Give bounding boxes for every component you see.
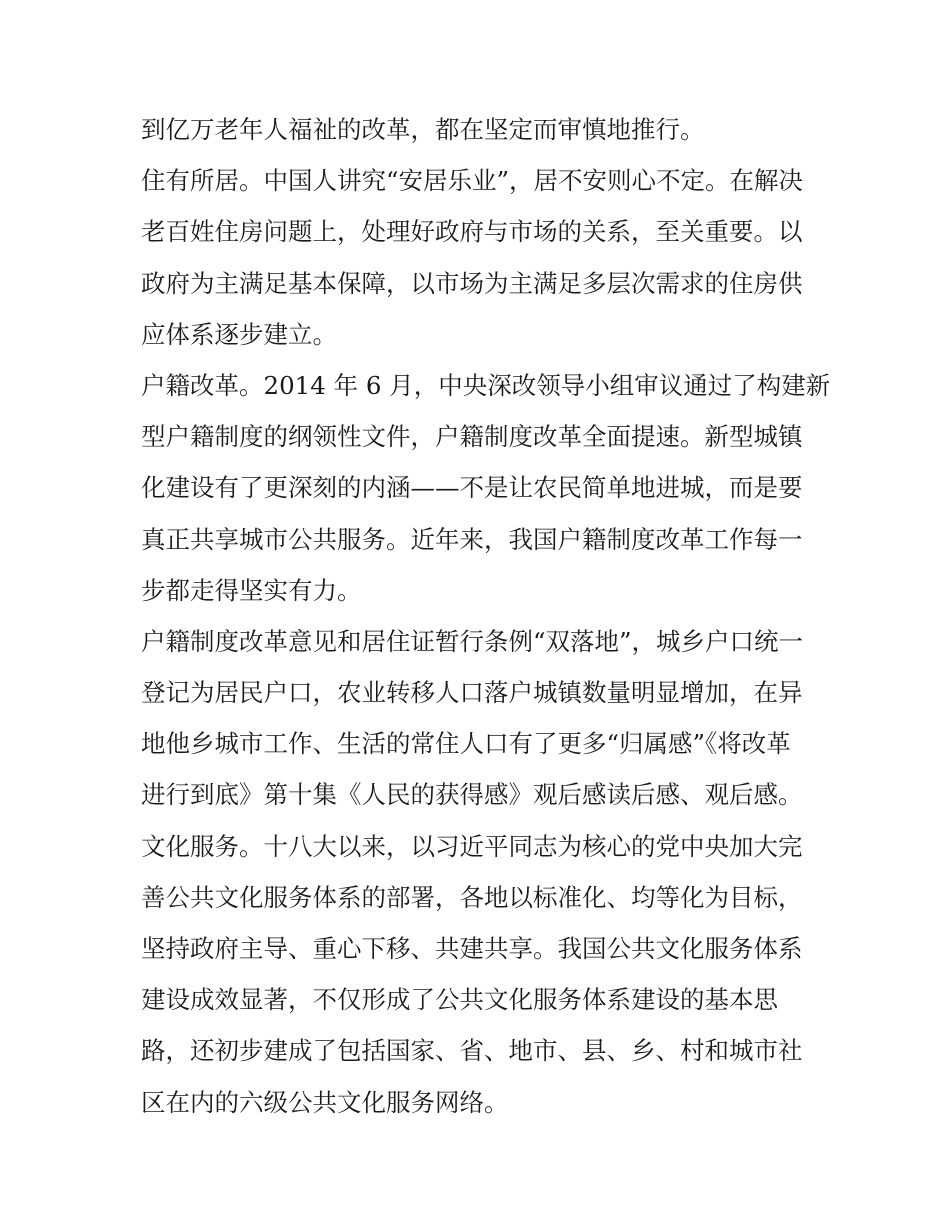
text-line-17: 坚持政府主导、重心下移、共建共享。我国公共文化服务体系 [141, 934, 803, 963]
text-line-18: 建设成效显著，不仅形成了公共文化服务体系建设的基本思 [141, 985, 778, 1015]
text-line-10: 步都走得坚实有力。 [141, 575, 362, 605]
text-line-14: 进行到底》第十集《人民的获得感》观后感读后感、观后感。 [141, 780, 803, 810]
text-line-11: 户籍制度改革意见和居住证暂行条例“双落地”，城乡户口统一 [141, 626, 804, 656]
text-line-19: 路，还初步建成了包括国家、省、地市、县、乡、村和城市社 [141, 1036, 803, 1066]
text-line-9: 真正共享城市公共服务。近年来，我国户籍制度改革工作每一 [141, 524, 803, 554]
document-body [141, 104, 831, 1128]
text-line-20: 区在内的六级公共文化服务网络。 [141, 1087, 509, 1117]
text-line-7: 型户籍制度的纲领性文件，户籍制度改革全面提速。新型城镇 [141, 422, 803, 452]
text-line-15: 文化服务。十八大以来，以习近平同志为核心的党中央加大完 [141, 831, 803, 861]
text-line-5: 应体系逐步建立。 [141, 319, 337, 349]
text-line-2: 住有所居。中国人讲究“安居乐业”，居不安则心不定。在解决 [141, 166, 804, 196]
text-line-16: 善公共文化服务体系的部署，各地以标准化、均等化为目标， [141, 882, 803, 912]
text-line-1: 到亿万老年人福祉的改革，都在坚定而审慎地推行。 [141, 115, 705, 144]
text-line-12: 登记为居民户口，农业转移人口落户城镇数量明显增加，在异 [141, 678, 803, 708]
text-line-13: 地他乡城市工作、生活的常住人口有了更多“归属感”《将改革 [141, 729, 791, 759]
text-line-6: 户籍改革。2014 年 6 月，中央深改领导小组审议通过了构建新 [141, 370, 831, 400]
text-line-8: 化建设有了更深刻的内涵——不是让农民简单地进城，而是要 [141, 473, 803, 503]
text-line-3: 老百姓住房问题上，处理好政府与市场的关系，至关重要。以 [141, 217, 803, 247]
text-line-4: 政府为主满足基本保障，以市场为主满足多层次需求的住房供 [141, 268, 803, 298]
